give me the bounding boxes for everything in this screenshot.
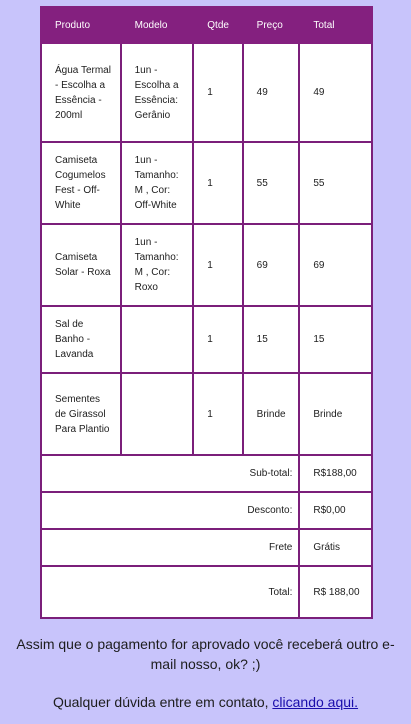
summary-row-subtotal [41, 455, 372, 492]
cell-modelo [121, 306, 194, 373]
cell-preco: 55 [243, 142, 300, 224]
cell-preco: 49 [243, 43, 300, 142]
cell-total: 55 [299, 142, 372, 224]
header-modelo: Modelo [121, 7, 194, 43]
cell-modelo: 1un - Tamanho: M , Cor: Roxo [121, 224, 194, 306]
cell-total: 69 [299, 224, 372, 306]
discount-label: Desconto: [41, 492, 299, 529]
cell-preco: 69 [243, 224, 300, 306]
cell-total: Brinde [299, 373, 372, 455]
total-label: Total: [41, 566, 299, 618]
cell-produto: Camiseta Cogumelos Fest - Off-White [41, 142, 121, 224]
shipping-value: Grátis [299, 529, 372, 566]
header-total: Total [299, 7, 372, 43]
cell-modelo: 1un - Tamanho: M , Cor: Off-White [121, 142, 194, 224]
payment-message: Assim que o pagamento for aprovado você receberá outro e-mail nosso, ok? ;) [16, 636, 395, 672]
cell-produto: Sementes de Girassol Para Plantio [41, 373, 121, 455]
header-preco: Preço [243, 7, 300, 43]
contact-line [0, 692, 411, 712]
shipping-label: Frete [41, 529, 299, 566]
cell-produto: Camiseta Solar - Roxa [41, 224, 121, 306]
order-table [40, 6, 373, 619]
subtotal-value: R$188,00 [299, 455, 372, 492]
summary-row-discount [41, 492, 372, 529]
cell-produto: Água Termal - Escolha a Essência - 200ml [41, 43, 121, 142]
table-row [41, 43, 372, 142]
summary-row-total [41, 566, 372, 618]
header-produto: Produto [41, 7, 121, 43]
table-header-row [41, 7, 372, 43]
cell-total: 15 [299, 306, 372, 373]
cell-total: 49 [299, 43, 372, 142]
cell-produto: Sal de Banho - Lavanda [41, 306, 121, 373]
discount-value: R$0,00 [299, 492, 372, 529]
summary-row-shipping [41, 529, 372, 566]
cell-preco: 15 [243, 306, 300, 373]
cell-modelo: 1un - Escolha a Essência: Gerânio [121, 43, 194, 142]
contact-prefix: Qualquer dúvida entre em contato, [52, 694, 273, 710]
cell-modelo [121, 373, 194, 455]
header-qtde: Qtde [193, 7, 242, 43]
contact-link[interactable]: clicando aqui. [272, 694, 359, 710]
cell-qtde: 1 [193, 43, 242, 142]
cell-qtde: 1 [193, 142, 242, 224]
table-row [41, 306, 372, 373]
cell-preco: Brinde [243, 373, 300, 455]
table-row [41, 142, 372, 224]
total-value: R$ 188,00 [299, 566, 372, 618]
cell-qtde: 1 [193, 224, 242, 306]
subtotal-label: Sub-total: [41, 455, 299, 492]
table-row [41, 373, 372, 455]
table-row [41, 224, 372, 306]
cell-qtde: 1 [193, 306, 242, 373]
cell-qtde: 1 [193, 373, 242, 455]
